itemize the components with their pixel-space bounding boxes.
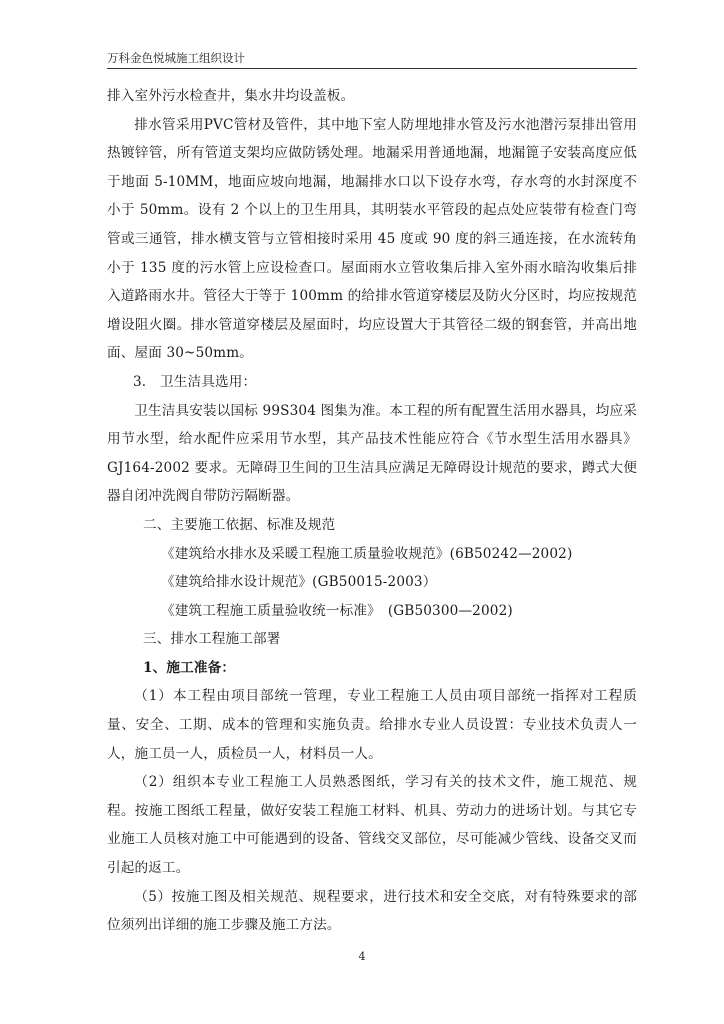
reference-standard: 《建筑工程施工质量验收统一标准》 (GB50300—2002)	[161, 602, 513, 619]
reference-standard: 《建筑给排水设计规范》(GB50015-2003）	[161, 574, 437, 591]
reference-standard: 《建筑给水排水及采暖工程施工质量验收规范》(6B50242—2002)	[161, 545, 573, 562]
page-number: 4	[358, 950, 366, 963]
paragraph-technical-briefing: （5）按施工图及相关规范、规程要求，进行技术和安全交底，对有特殊要求的部位须列出详细的施工步骤及施工方法。	[107, 888, 637, 934]
heading-sanitary-fixtures: 3. 卫生洁具选用：	[133, 373, 257, 390]
heading-construction-basis: 二、主要施工依据、标准及规范	[143, 516, 336, 533]
paragraph-drainage-pipes: 排水管采用PVC管材及管件，其中地下室人防埋地排水管及污水池潜污泵排出管用热镀锌管，所有管道支架均应做防锈处理。地漏采用普通地漏，地漏篦子安装高度应低于地面 5-10MM，地面应坡向地漏，地漏排水口以下设存水弯，存水弯的水封深度不小于 50mm。设有 2 个以上的卫生用具，其明装水平管段的起点处应装带有检查门弯管或三通管，排水横支管与立管相接时采用 45 度或 90 度的斜三通连接，在水流转角小于 135 度的污水管上应设检查口。屋面雨水立管收集后排入室外雨水暗沟收集后排入道路雨水井。管径大于等于 100mm 的给排水管道穿楼层及防火分区时，均应按规范增设阻火圈。排水管道穿楼层及屋面时，均应设置大于其管径二级的钢套管，并高出地面、屋面 30~50mm。	[107, 116, 637, 362]
paragraph-drawings-review: （2）组织本专业工程施工人员熟悉图纸，学习有关的技术文件，施工规范、规程。按施工图纸工程量，做好安装工程施工材料、机具、劳动力的进场计划。与其它专业施工人员核对施工中可能遇到的设备、管线交叉部位，尽可能减少管线、设备交叉而引起的返工。	[107, 774, 637, 877]
paragraph-continuation: 排入室外污水检查井，集水井均设盖板。	[107, 88, 355, 104]
paragraph-management: （1）本工程由项目部统一管理，专业工程施工人员由项目部统一指挥对工程质量、安全、工期、成本的管理和实施负责。给排水专业人员设置：专业技术负责人一人，施工员一人，质检员一人，材料员一人。	[107, 688, 637, 762]
header-title: 万科金色悦城施工组织设计	[107, 51, 245, 65]
document-body	[107, 82, 637, 940]
heading-construction-preparation: 1、施工准备：	[143, 659, 236, 676]
heading-drainage-deployment: 三、排水工程施工部署	[143, 631, 281, 648]
paragraph-sanitary-fixtures: 卫生洁具安装以国标 99S304 图集为准。本工程的所有配置生活用水器具，均应采用节水型，给水配件应采用节水型，其产品技术性能应符合《节水型生活用水器具》GJ164-2002 要求。无障碍卫生间的卫生洁具应满足无障碍设计规范的要求，蹲式大便器自闭冲洗阀自带防污隔断器。	[107, 402, 637, 505]
page-header	[107, 48, 637, 69]
